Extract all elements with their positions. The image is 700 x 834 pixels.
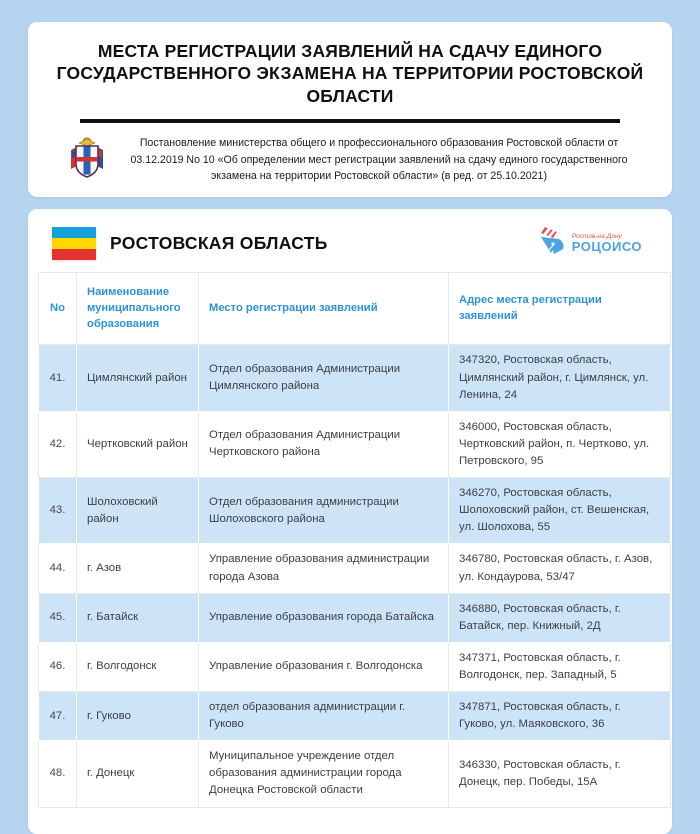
flag-stripe-blue bbox=[52, 227, 96, 238]
logo-text bbox=[572, 233, 642, 254]
table-header-row bbox=[39, 273, 671, 345]
table-row bbox=[39, 544, 671, 593]
cell-place: Муниципальное учреждение отдел образования администрации города Донецка Ростовской области bbox=[199, 741, 449, 807]
table-row bbox=[39, 642, 671, 691]
cell-place: Отдел образования Администрации Чертковского района bbox=[199, 411, 449, 477]
cell-address: 347371, Ростовская область, г. Волгодонск, пер. Западный, 5 bbox=[449, 642, 671, 691]
cell-municipality: г. Гуково bbox=[77, 692, 199, 741]
logo-city-label: Ростов-на-Дону bbox=[571, 233, 622, 241]
cell-municipality: г. Батайск bbox=[77, 593, 199, 642]
registration-table bbox=[38, 272, 671, 807]
cell-address: 346780, Ростовская область, г. Азов, ул. Кондаурова, 53/47 bbox=[449, 544, 671, 593]
content-card bbox=[28, 209, 672, 833]
rostov-flag-icon bbox=[52, 227, 96, 260]
col-header-municipality: Наименование муниципального образования bbox=[77, 273, 199, 345]
cell-place: Управление образования г. Волгодонска bbox=[199, 642, 449, 691]
cell-address: 346330, Ростовская область, г. Донецк, пер. Победы, 15А bbox=[449, 741, 671, 807]
page-title-line-1: МЕСТА РЕГИСТРАЦИИ ЗАЯВЛЕНИЙ НА СДАЧУ ЕДИНОГО bbox=[97, 41, 603, 61]
cell-place: Отдел образования администрации Шолоховского района bbox=[199, 478, 449, 544]
cell-address: 347320, Ростовская область, Цимлянский район, г. Цимлянск, ул. Ленина, 24 bbox=[449, 345, 671, 411]
table-row bbox=[39, 478, 671, 544]
cell-no: 42. bbox=[39, 411, 77, 477]
cell-place: Управление образования города Батайска bbox=[199, 593, 449, 642]
cell-no: 43. bbox=[39, 478, 77, 544]
cell-address: 346000, Ростовская область, Чертковский район, п. Чертково, ул. Петровского, 95 bbox=[449, 411, 671, 477]
cell-municipality: г. Волгодонск bbox=[77, 642, 199, 691]
cell-address: 347871, Ростовская область, г. Гуково, ул. Маяковского, 36 bbox=[449, 692, 671, 741]
cell-place: отдел образования администрации г. Гуково bbox=[199, 692, 449, 741]
cell-no: 45. bbox=[39, 593, 77, 642]
pen-nib-icon bbox=[537, 225, 567, 262]
cell-place: Отдел образования Администрации Цимлянского района bbox=[199, 345, 449, 411]
table-row bbox=[39, 741, 671, 807]
title-divider bbox=[80, 119, 620, 123]
coat-of-arms-icon bbox=[70, 136, 104, 183]
col-header-place: Место регистрации заявлений bbox=[199, 273, 449, 345]
cell-municipality: Чертковский район bbox=[77, 411, 199, 477]
decree-text: Постановление министерства общего и профессионального образования Ростовской области от 03.12.2019 No 10 «Об определении мест регистрации заявлений на сдачу единого государственного экзамена на территории Ростовской области» (в ред. от 25.10.2021) bbox=[130, 137, 628, 182]
title-card bbox=[28, 22, 672, 197]
cell-no: 48. bbox=[39, 741, 77, 807]
table-row bbox=[39, 411, 671, 477]
cell-no: 44. bbox=[39, 544, 77, 593]
region-header bbox=[38, 223, 662, 272]
cell-address: 346880, Ростовская область, г. Батайск, пер. Книжный, 2Д bbox=[449, 593, 671, 642]
page-title-line-2: ГОСУДАРСТВЕННОГО ЭКЗАМЕНА НА ТЕРРИТОРИИ РОСТОВСКОЙ ОБЛАСТИ bbox=[56, 63, 644, 106]
cell-place: Управление образования администрации города Азова bbox=[199, 544, 449, 593]
cell-municipality: г. Донецк bbox=[77, 741, 199, 807]
cell-municipality: г. Азов bbox=[77, 544, 199, 593]
col-header-address: Адрес места регистрации заявлений bbox=[449, 273, 671, 345]
logo-org-label: РОЦОИСО bbox=[571, 239, 642, 255]
flag-stripe-yellow bbox=[52, 238, 96, 249]
decree-row bbox=[52, 133, 648, 184]
rocoiso-logo bbox=[537, 225, 642, 262]
cell-no: 47. bbox=[39, 692, 77, 741]
region-title: РОСТОВСКАЯ ОБЛАСТЬ bbox=[110, 233, 328, 254]
cell-no: 41. bbox=[39, 345, 77, 411]
cell-municipality: Цимлянский район bbox=[77, 345, 199, 411]
table-row bbox=[39, 345, 671, 411]
cell-municipality: Шолоховский район bbox=[77, 478, 199, 544]
cell-address: 346270, Ростовская область, Шолоховский район, ст. Вешенская, ул. Шолохова, 55 bbox=[449, 478, 671, 544]
table-row bbox=[39, 593, 671, 642]
cell-no: 46. bbox=[39, 642, 77, 691]
page-title bbox=[52, 40, 648, 107]
col-header-no: No bbox=[39, 273, 77, 345]
flag-stripe-red bbox=[52, 249, 96, 260]
